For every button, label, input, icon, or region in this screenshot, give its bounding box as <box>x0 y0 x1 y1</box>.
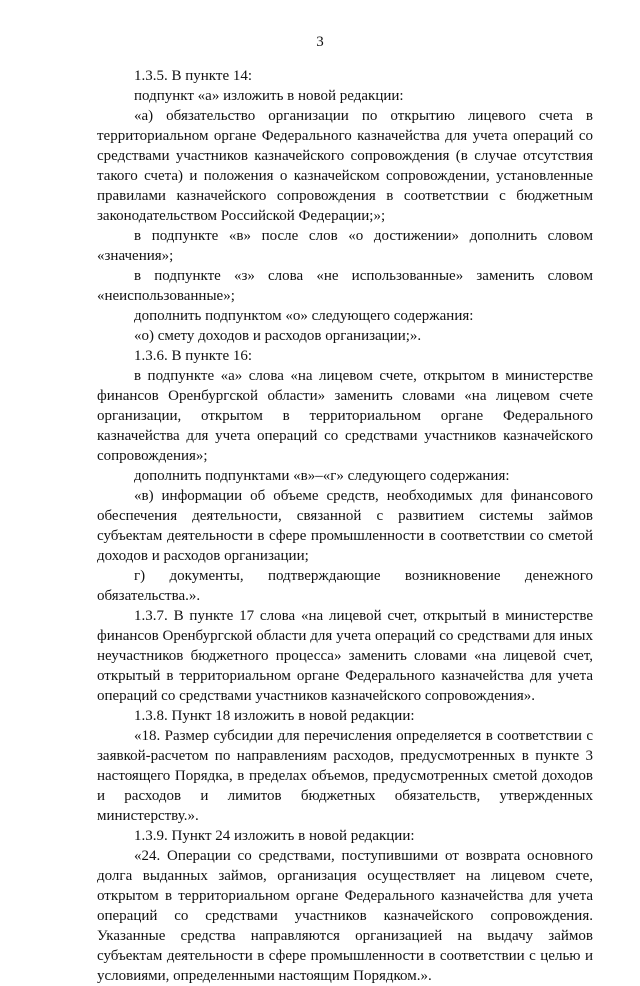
document-body <box>97 66 593 986</box>
paragraph: 1.3.7. В пункте 17 слова «на лицевой счет, открытый в министерстве финансов Оренбургской области для учета операций со средствами для иных неучастников бюджетного процесса» заменить словами «на лицевой счет, открытый в территориальном органе Федерального казначейства для учета операций со средствами участников казначейского сопровождения». <box>97 608 593 704</box>
paragraph: «в) информации об объеме средств, необходимых для финансового обеспечения деятельности, связанной с развитием системы займов субъектам деятельности в сфере промышленности в соответствии со сметой доходов и расходов организации; <box>97 488 593 564</box>
paragraph: в подпункте «з» слова «не использованные» заменить словом «неиспользованные»; <box>97 268 593 304</box>
paragraph: «а) обязательство организации по открытию лицевого счета в территориальном органе Федерального казначейства для учета операций со средствами участников казначейского сопровождения (в случае отсутствия такого счета) и положения о казначейском сопровождении, установленные правилами казначейского сопровождения в соответствии с бюджетным законодательством Российской Федерации;»; <box>97 108 593 224</box>
paragraph: «18. Размер субсидии для перечисления определяется в соответствии с заявкой-расчетом по направлениям расходов, предусмотренных в пункте 3 настоящего Порядка, в пределах объемов, предусмотренных сметой доходов и расходов и лимитов бюджетных обязательств, утвержденных министерству.». <box>97 728 593 824</box>
paragraph: в подпункте «в» после слов «о достижении» дополнить словом «значения»; <box>97 228 593 264</box>
paragraph: 1.3.6. В пункте 16: <box>134 348 253 364</box>
paragraph: 1.3.8. Пункт 18 изложить в новой редакции: <box>134 708 415 724</box>
paragraph: в подпункте «а» слова «на лицевом счете, открытом в министерстве финансов Оренбургской области» заменить словами «на лицевом счете организации, открытом в территориальном органе Федерального казначейства для учета операций со средствами участников казначейского сопровождения»; <box>97 368 593 464</box>
paragraph: 1.3.9. Пункт 24 изложить в новой редакции: <box>134 828 415 844</box>
paragraph: подпункт «а» изложить в новой редакции: <box>134 88 404 104</box>
paragraph: дополнить подпунктами «в»–«г» следующего содержания: <box>134 468 510 484</box>
paragraph: «о) смету доходов и расходов организации;». <box>134 328 422 344</box>
paragraph: дополнить подпунктом «о» следующего содержания: <box>134 308 474 324</box>
paragraph: г) документы, подтверждающие возникновение денежного обязательства.». <box>97 568 593 604</box>
page-number: 3 <box>316 34 324 50</box>
paragraph: 1.3.5. В пункте 14: <box>134 68 253 84</box>
paragraph: «24. Операции со средствами, поступившими от возврата основного долга выданных займов, организация осуществляет на лицевом счете, открытом в территориальном органе Федерального казначейства для учета операций со средствами участников казначейского сопровождения. Указанные средства направляются организацией на выдачу займов субъектам деятельности в сфере промышленности в соответствии с целью и условиями, определенными настоящим Порядком.». <box>97 848 593 984</box>
